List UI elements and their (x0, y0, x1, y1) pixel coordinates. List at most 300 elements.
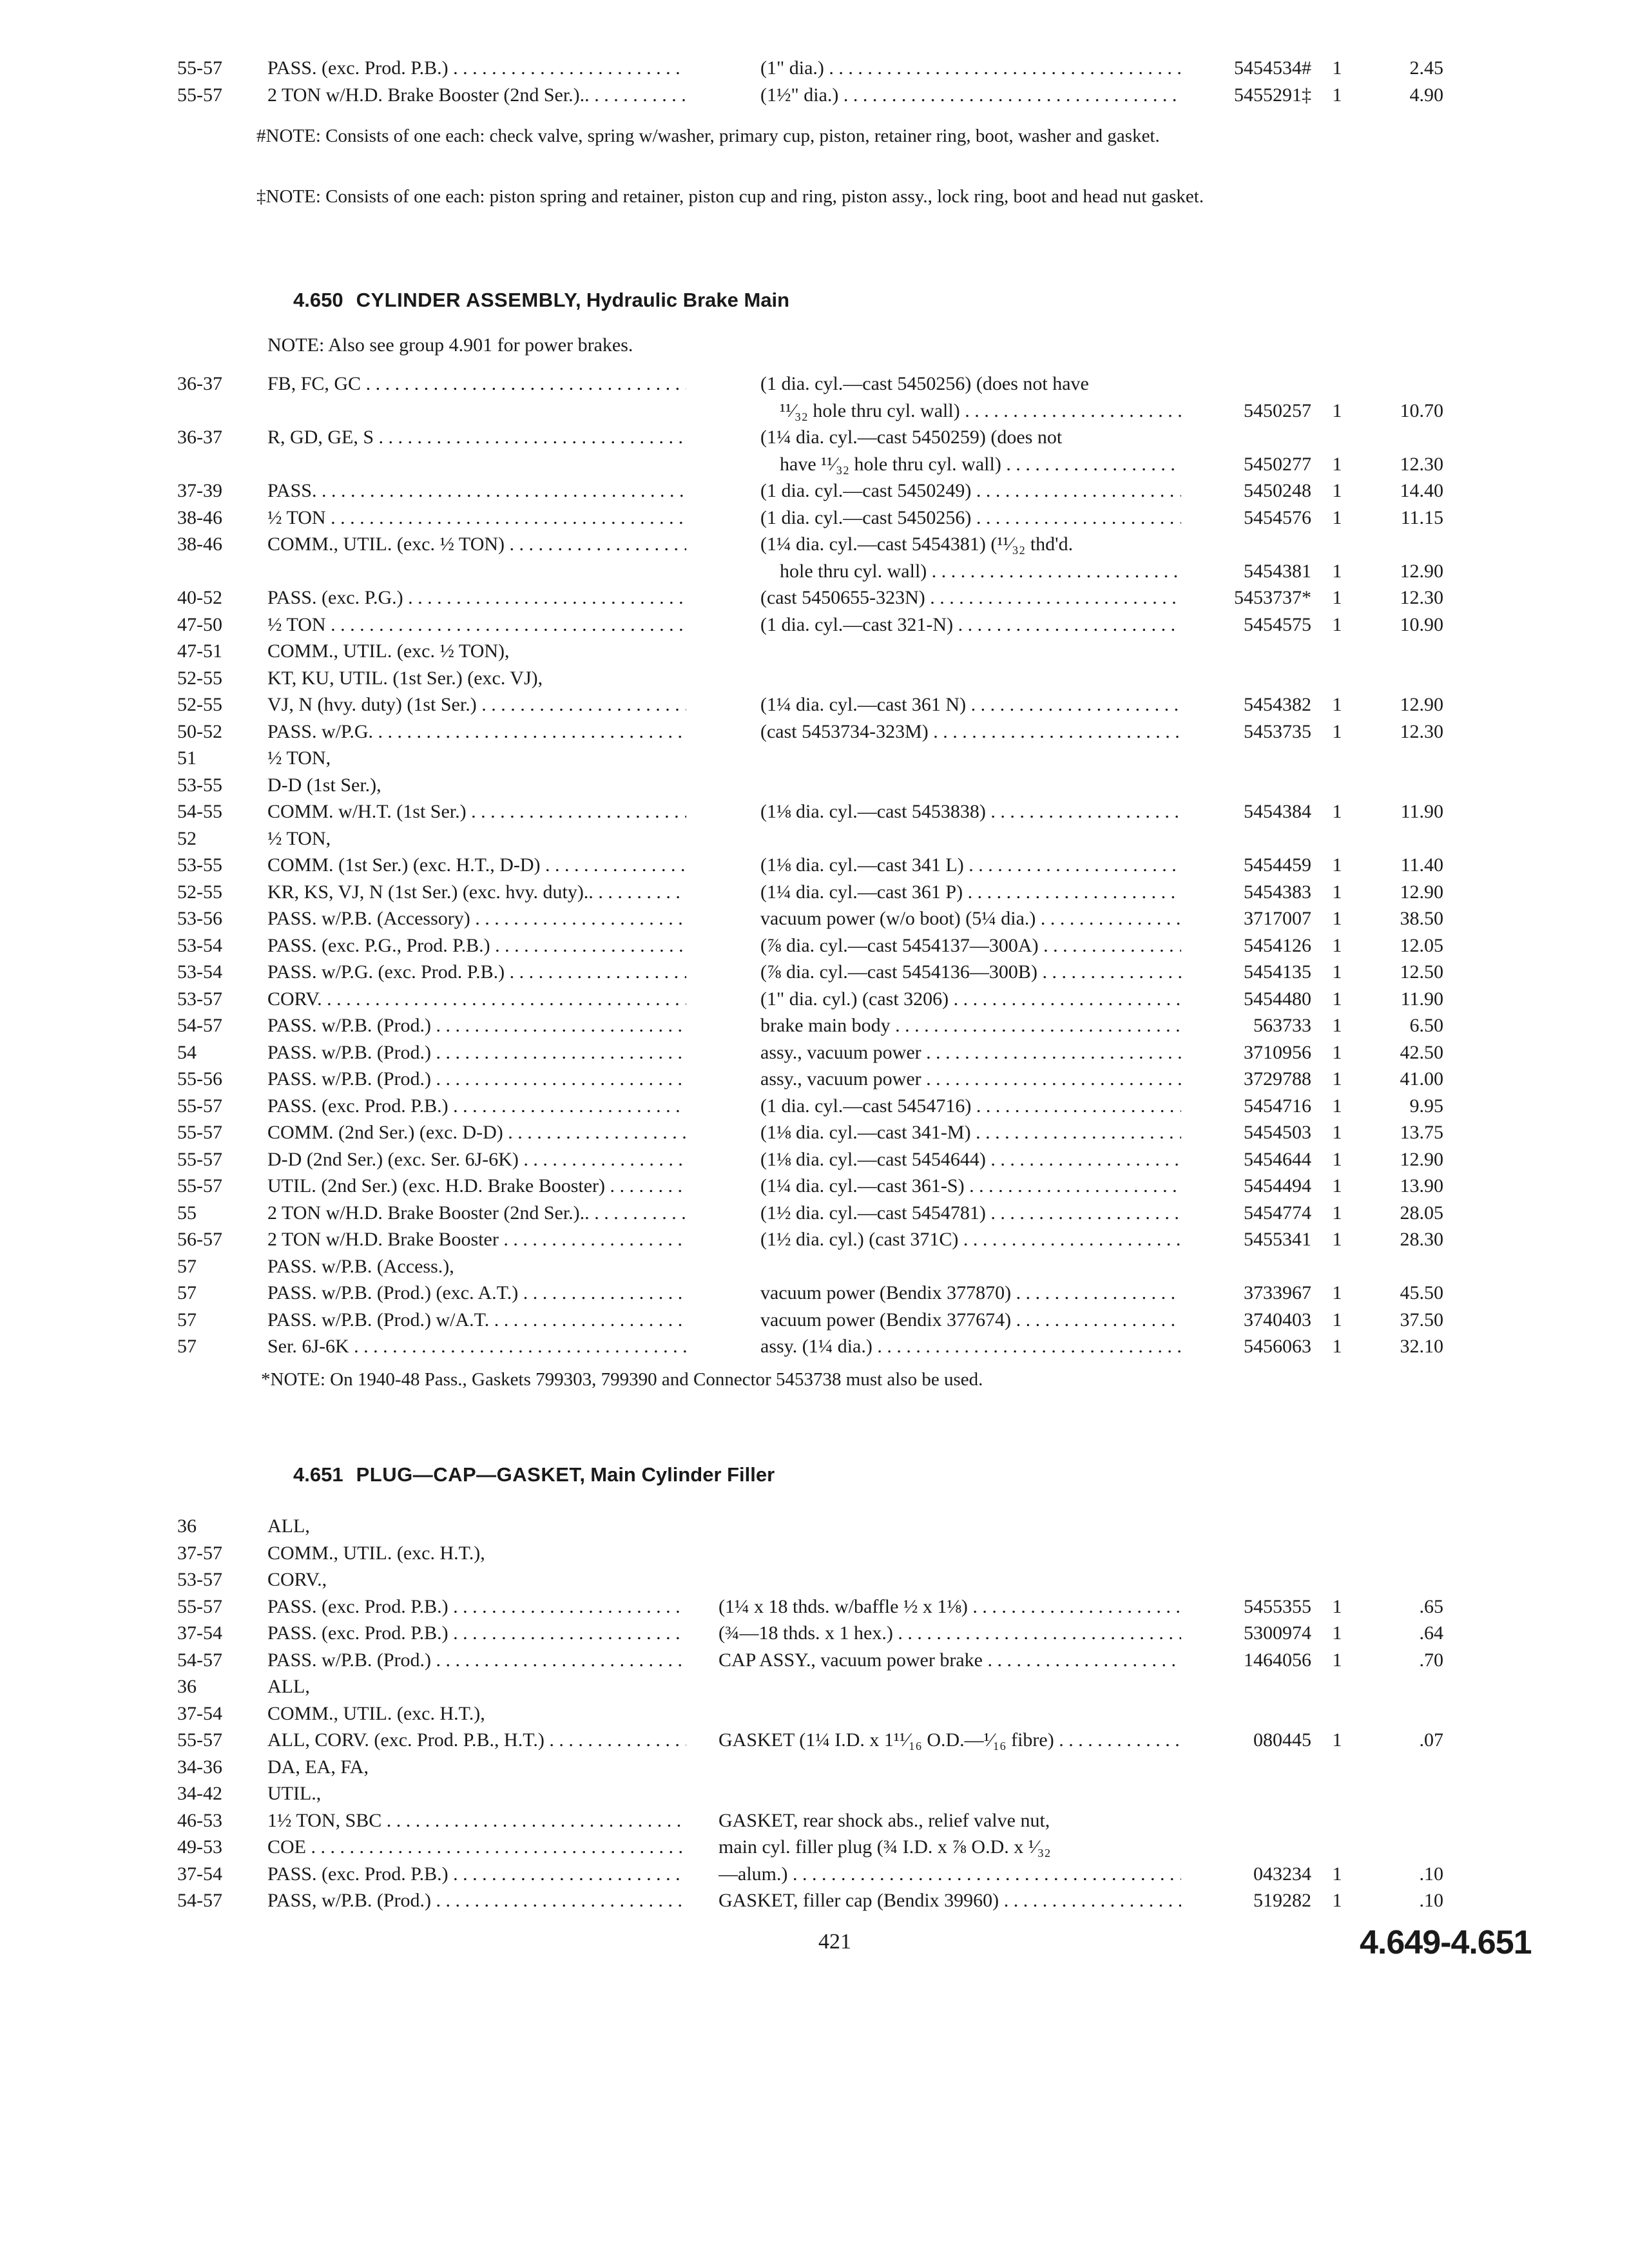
quantity: 1 (1332, 1336, 1342, 1357)
model-years: 46-53 (177, 1809, 222, 1831)
list-price: .65 (1419, 1595, 1443, 1617)
parts-row (0, 1566, 1629, 1593)
model-application: COMM., UTIL. (exc. ½ TON) . . . (267, 531, 686, 558)
part-number: 5450257 (1244, 399, 1311, 421)
model-application: FB, FC, GC . . . (267, 370, 686, 398)
quantity: 1 (1332, 1175, 1342, 1196)
section-heading (293, 287, 789, 314)
parts-row (0, 82, 1629, 109)
model-application: Ser. 6J-6K . . . (267, 1333, 686, 1360)
model-application: PASS. w/P.B. (Prod.) . . . (267, 1012, 686, 1039)
model-years: 53-57 (177, 988, 222, 1010)
parts-row (0, 1173, 1629, 1200)
model-years: 53-57 (177, 1569, 222, 1590)
section-range: 4.649-4.651 (1360, 1924, 1532, 1961)
part-number: 5454126 (1244, 934, 1311, 956)
part-description: assy., vacuum power . . . (760, 1039, 1181, 1066)
part-description: assy. (1¼ dia.) . . . (760, 1333, 1181, 1360)
model-years: 53-55 (177, 774, 222, 796)
model-application: PASS. w/P.G. (exc. Prod. P.B.) . . . (267, 959, 686, 986)
part-description: main cyl. filler plug (¾ I.D. x ⅞ O.D. x ¹⁄₃₂ (718, 1836, 1051, 1858)
parts-row (0, 745, 1629, 772)
part-description: (1¼ dia. cyl.—cast 361 P) . . . (760, 879, 1181, 906)
list-price: 10.70 (1400, 399, 1443, 421)
model-application: R, GD, GE, S . . . (267, 424, 686, 451)
model-application: PASS. w/P.B. (Prod.) (exc. A.T.) . . . (267, 1280, 686, 1307)
model-application: COMM., UTIL. (exc. ½ TON), (267, 640, 510, 662)
part-number: 043234 (1253, 1863, 1311, 1885)
quantity: 1 (1332, 908, 1342, 929)
model-application: VJ, N (hvy. duty) (1st Ser.) . . . (267, 691, 686, 718)
model-years: 55-57 (177, 1175, 222, 1196)
parts-row (0, 1226, 1629, 1253)
quantity: 1 (1332, 1729, 1342, 1751)
model-application: D-D (1st Ser.), (267, 774, 381, 796)
section-description: Hydraulic Brake Main (586, 289, 790, 311)
part-description: (⅞ dia. cyl.—cast 5454136—300B) . . . (760, 959, 1181, 986)
part-description: (1 dia. cyl.—cast 5454716) . . . (760, 1093, 1181, 1120)
section-description: Main Cylinder Filler (590, 1463, 775, 1486)
model-application: PASS. (exc. P.G., Prod. P.B.) . . . (267, 932, 686, 959)
quantity: 1 (1332, 1309, 1342, 1331)
parts-row (0, 1333, 1629, 1360)
quantity: 1 (1332, 694, 1342, 715)
section-heading (293, 1461, 775, 1488)
model-years: 53-56 (177, 908, 222, 929)
model-years: 52-55 (177, 667, 222, 689)
parts-row (0, 55, 1629, 82)
parts-row (0, 986, 1629, 1013)
part-number: 5454135 (1244, 961, 1311, 983)
quantity: 1 (1332, 57, 1342, 79)
model-years: 37-57 (177, 1542, 222, 1564)
list-price: 9.95 (1409, 1095, 1443, 1117)
part-number: 5300974 (1244, 1622, 1311, 1644)
list-price: .64 (1419, 1622, 1443, 1644)
list-price: 2.45 (1409, 57, 1443, 79)
list-price: 12.30 (1400, 453, 1443, 475)
model-application: PASS. w/P.B. (Access.), (267, 1255, 454, 1277)
list-price: 11.90 (1400, 801, 1443, 822)
page-number: 421 (818, 1930, 851, 1954)
parts-row (0, 1700, 1629, 1727)
quantity: 1 (1332, 1229, 1342, 1250)
section-number: 4.650 (293, 289, 343, 311)
model-application: ½ TON . . . (267, 505, 686, 532)
quantity: 1 (1332, 1595, 1342, 1617)
part-description: (1⅛ dia. cyl.—cast 5453838) . . . (760, 798, 1181, 825)
model-application: PASS. (exc. P.G.) . . . (267, 584, 686, 611)
parts-row (0, 1807, 1629, 1834)
part-number: 3717007 (1244, 908, 1311, 929)
part-number: 5454382 (1244, 694, 1311, 715)
part-number: 5450277 (1244, 453, 1311, 475)
model-application: 2 TON w/H.D. Brake Booster (2nd Ser.).. . . . (267, 1200, 686, 1227)
model-application: D-D (2nd Ser.) (exc. Ser. 6J-6K) . . . (267, 1146, 686, 1173)
quantity: 1 (1332, 934, 1342, 956)
parts-row (0, 1887, 1629, 1914)
model-application: ALL, CORV. (exc. Prod. P.B., H.T.) . . . (267, 1727, 686, 1754)
part-number: 5454480 (1244, 988, 1311, 1010)
part-number: 3733967 (1244, 1282, 1311, 1303)
quantity: 1 (1332, 854, 1342, 876)
section-number: 4.651 (293, 1463, 343, 1486)
list-price: 12.30 (1400, 720, 1443, 742)
parts-row (0, 772, 1629, 799)
quantity: 1 (1332, 1095, 1342, 1117)
part-description: (¾—18 thds. x 1 hex.) . . . (718, 1620, 1181, 1647)
parts-row (0, 611, 1629, 639)
model-application: ½ TON, (267, 827, 331, 849)
quantity: 1 (1332, 801, 1342, 822)
list-price: 28.05 (1400, 1202, 1443, 1224)
list-price: 38.50 (1400, 908, 1443, 929)
list-price: .70 (1419, 1649, 1443, 1671)
part-number: 5454494 (1244, 1175, 1311, 1196)
model-years: 55-56 (177, 1068, 222, 1090)
parts-row (0, 1012, 1629, 1039)
model-application: ½ TON, (267, 747, 331, 769)
model-years: 55 (177, 1202, 197, 1224)
part-number: 5454644 (1244, 1148, 1311, 1170)
quantity: 1 (1332, 399, 1342, 421)
parts-row (0, 1754, 1629, 1781)
section-note: NOTE: Also see group 4.901 for power brakes. (267, 334, 633, 356)
part-description: (1¼ dia. cyl.—cast 5450259) (does not (760, 427, 1063, 448)
list-price: .10 (1419, 1890, 1443, 1911)
model-years: 47-51 (177, 640, 222, 662)
model-years: 53-54 (177, 961, 222, 983)
part-number: 5454381 (1244, 560, 1311, 582)
part-description: (1 dia. cyl.—cast 5450256) . . . (760, 505, 1181, 532)
list-price: 28.30 (1400, 1229, 1443, 1250)
model-application: UTIL., (267, 1783, 322, 1804)
model-application: PASS. (exc. Prod. P.B.) . . . (267, 1593, 686, 1620)
part-description: (1½ dia. cyl.—cast 5454781) . . . (760, 1200, 1181, 1227)
model-years: 52 (177, 827, 197, 849)
model-application: 1½ TON, SBC . . . (267, 1807, 686, 1834)
quantity: 1 (1332, 1890, 1342, 1911)
part-number: 5453737* (1234, 587, 1311, 608)
note-text: #NOTE: Consists of one each: check valve, spring w/washer, primary cup, piston, retainer ring, boot, washer and gasket. (256, 126, 1160, 146)
parts-row (0, 638, 1629, 665)
part-description: (cast 5453734-323M) . . . (760, 718, 1181, 745)
model-application: ALL, (267, 1515, 310, 1537)
part-number: 1464056 (1244, 1649, 1311, 1671)
model-years: 52-55 (177, 694, 222, 715)
parts-row (0, 1780, 1629, 1807)
part-description: (1⅛ dia. cyl.—cast 5454644) . . . (760, 1146, 1181, 1173)
parts-row (0, 1861, 1629, 1888)
model-years: 53-55 (177, 854, 222, 876)
model-years: 36-37 (177, 427, 222, 448)
model-years: 38-46 (177, 506, 222, 528)
model-application: PASS. (exc. Prod. P.B.) . . . (267, 1093, 686, 1120)
part-description: (1½" dia.) . . . (760, 82, 1181, 109)
part-number: 5456063 (1244, 1336, 1311, 1357)
quantity: 1 (1332, 1068, 1342, 1090)
quantity: 1 (1332, 1649, 1342, 1671)
part-description: vacuum power (Bendix 377674) . . . (760, 1307, 1181, 1334)
part-number: 5454384 (1244, 801, 1311, 822)
quantity: 1 (1332, 1015, 1342, 1036)
parts-row (0, 531, 1629, 584)
part-description: (1½ dia. cyl.) (cast 371C) . . . (760, 1226, 1181, 1253)
quantity: 1 (1332, 961, 1342, 983)
quantity: 1 (1332, 1041, 1342, 1063)
list-price: .07 (1419, 1729, 1443, 1751)
model-years: 36 (177, 1676, 197, 1697)
part-description: (1¼ dia. cyl.—cast 361-S) . . . (760, 1173, 1181, 1200)
quantity: 1 (1332, 560, 1342, 582)
quantity: 1 (1332, 720, 1342, 742)
part-number: 5450248 (1244, 480, 1311, 501)
footnote: *NOTE: On 1940-48 Pass., Gaskets 799303, 799390 and Connector 5453738 must also be used. (261, 1369, 983, 1390)
model-years: 57 (177, 1282, 197, 1303)
model-years: 56-57 (177, 1229, 222, 1250)
model-application: PASS. w/P.G. . . . (267, 718, 686, 745)
list-price: 14.40 (1400, 480, 1443, 501)
part-description: (1¼ dia. cyl.—cast 5454381) (¹¹⁄₃₂ thd'd. (760, 533, 1074, 555)
parts-row (0, 1727, 1629, 1754)
part-description: ¹¹⁄₃₂ hole thru cyl. wall) . . . (780, 398, 1181, 425)
parts-row (0, 1146, 1629, 1173)
quantity: 1 (1332, 506, 1342, 528)
model-application: COMM. (1st Ser.) (exc. H.T., D-D) . . . (267, 852, 686, 879)
parts-row (0, 1280, 1629, 1307)
model-years: 57 (177, 1255, 197, 1277)
model-application: PASS. w/P.B. (Accessory) . . . (267, 905, 686, 932)
list-price: 6.50 (1409, 1015, 1443, 1036)
parts-row (0, 932, 1629, 959)
parts-row (0, 1593, 1629, 1620)
parts-row (0, 879, 1629, 906)
model-years: 36-37 (177, 373, 222, 394)
parts-row (0, 1039, 1629, 1066)
list-price: 12.05 (1400, 934, 1443, 956)
model-years: 54 (177, 1041, 197, 1063)
model-years: 55-57 (177, 1729, 222, 1751)
part-description: GASKET, rear shock abs., relief valve nut, (718, 1809, 1050, 1831)
list-price: 12.30 (1400, 587, 1443, 608)
model-years: 54-57 (177, 1649, 222, 1671)
parts-row (0, 1673, 1629, 1700)
list-price: 11.15 (1400, 506, 1443, 528)
model-application: CORV. . . . (267, 986, 686, 1013)
quantity: 1 (1332, 1622, 1342, 1644)
model-application: 2 TON w/H.D. Brake Booster . . . (267, 1226, 686, 1253)
part-description: (cast 5450655-323N) . . . (760, 584, 1181, 611)
model-years: 36 (177, 1515, 197, 1537)
quantity: 1 (1332, 613, 1342, 635)
parts-row (0, 1200, 1629, 1227)
parts-row (0, 1307, 1629, 1334)
part-description: vacuum power (w/o boot) (5¼ dia.) . . . (760, 905, 1181, 932)
part-description: (1 dia. cyl.—cast 5450249) . . . (760, 477, 1181, 505)
model-application: PASS, w/P.B. (Prod.) . . . (267, 1887, 686, 1914)
model-years: 54-55 (177, 801, 222, 822)
part-number: 3729788 (1244, 1068, 1311, 1090)
list-price: 37.50 (1400, 1309, 1443, 1331)
model-application: COMM., UTIL. (exc. H.T.), (267, 1542, 485, 1564)
quantity: 1 (1332, 84, 1342, 106)
note-text: ‡NOTE: Consists of one each: piston spring and retainer, piston cup and ring, piston assy., lock ring, boot and head nut gasket. (256, 186, 1204, 207)
parts-row (0, 584, 1629, 611)
model-years: 37-54 (177, 1702, 222, 1724)
list-price: 4.90 (1409, 84, 1443, 106)
model-application: CORV., (267, 1569, 327, 1590)
model-application: COMM. w/H.T. (1st Ser.) . . . (267, 798, 686, 825)
parts-row (0, 1253, 1629, 1280)
model-application: COMM. (2nd Ser.) (exc. D-D) . . . (267, 1119, 686, 1146)
model-years: 54-57 (177, 1890, 222, 1911)
parts-row (0, 718, 1629, 745)
model-years: 49-53 (177, 1836, 222, 1858)
list-price: 13.75 (1400, 1122, 1443, 1143)
part-description: hole thru cyl. wall) . . . (780, 558, 1181, 585)
model-application: COE . . . (267, 1834, 686, 1861)
model-application: PASS. w/P.B. (Prod.) . . . (267, 1066, 686, 1093)
list-price: 32.10 (1400, 1336, 1443, 1357)
model-application: PASS. w/P.B. (Prod.) . . . (267, 1647, 686, 1674)
parts-row (0, 1540, 1629, 1567)
quantity: 1 (1332, 1148, 1342, 1170)
model-years: 51 (177, 747, 197, 769)
parts-row (0, 825, 1629, 852)
part-description: (1¼ x 18 thds. w/baffle ½ x 1⅛) . . . (718, 1593, 1181, 1620)
quantity: 1 (1332, 453, 1342, 475)
model-years: 57 (177, 1309, 197, 1331)
part-description: (1" dia.) . . . (760, 55, 1181, 82)
model-application: ALL, (267, 1676, 310, 1697)
model-years: 55-57 (177, 1595, 222, 1617)
model-application: PASS. (exc. Prod. P.B.) . . . (267, 55, 686, 82)
quantity: 1 (1332, 1282, 1342, 1303)
list-price: 45.50 (1400, 1282, 1443, 1303)
list-price: 13.90 (1400, 1175, 1443, 1196)
parts-row (0, 477, 1629, 505)
model-years: 55-57 (177, 84, 222, 106)
model-application: COMM., UTIL. (exc. H.T.), (267, 1702, 485, 1724)
model-years: 38-46 (177, 533, 222, 555)
model-years: 52-55 (177, 881, 222, 903)
parts-row (0, 1513, 1629, 1540)
quantity: 1 (1332, 881, 1342, 903)
model-application: DA, EA, FA, (267, 1756, 369, 1778)
model-application: 2 TON w/H.D. Brake Booster (2nd Ser.).. . . . (267, 82, 686, 109)
part-description: (1 dia. cyl.—cast 321-N) . . . (760, 611, 1181, 639)
model-years: 50-52 (177, 720, 222, 742)
parts-row (0, 505, 1629, 532)
parts-row (0, 665, 1629, 692)
parts-row (0, 370, 1629, 424)
part-number: 5454575 (1244, 613, 1311, 635)
parts-row (0, 1066, 1629, 1093)
list-price: 12.90 (1400, 1148, 1443, 1170)
part-number: 5454534# (1234, 57, 1311, 79)
part-description: —alum.) . . . (718, 1861, 1181, 1888)
parts-row (0, 1093, 1629, 1120)
parts-row (0, 959, 1629, 986)
quantity: 1 (1332, 1863, 1342, 1885)
part-number: 519282 (1253, 1890, 1311, 1911)
part-number: 5454716 (1244, 1095, 1311, 1117)
part-description: vacuum power (Bendix 377870) . . . (760, 1280, 1181, 1307)
model-application: ½ TON . . . (267, 611, 686, 639)
model-years: 47-50 (177, 613, 222, 635)
list-price: 11.90 (1400, 988, 1443, 1010)
model-years: 34-36 (177, 1756, 222, 1778)
list-price: 12.90 (1400, 694, 1443, 715)
parts-row (0, 1647, 1629, 1674)
model-application: PASS. (exc. Prod. P.B.) . . . (267, 1620, 686, 1647)
list-price: 12.90 (1400, 560, 1443, 582)
model-years: 37-39 (177, 480, 222, 501)
model-application: KR, KS, VJ, N (1st Ser.) (exc. hvy. duty).. . . . (267, 879, 686, 906)
list-price: 12.90 (1400, 881, 1443, 903)
model-years: 37-54 (177, 1863, 222, 1885)
model-application: PASS. . . . (267, 477, 686, 505)
list-price: 41.00 (1400, 1068, 1443, 1090)
part-description: (⅞ dia. cyl.—cast 5454137—300A) . . . (760, 932, 1181, 959)
part-number: 5454383 (1244, 881, 1311, 903)
parts-row (0, 424, 1629, 477)
part-description: (1⅛ dia. cyl.—cast 341 L) . . . (760, 852, 1181, 879)
model-years: 57 (177, 1336, 197, 1357)
model-application: KT, KU, UTIL. (1st Ser.) (exc. VJ), (267, 667, 543, 689)
list-price: 42.50 (1400, 1041, 1443, 1063)
part-number: 5455341 (1244, 1229, 1311, 1250)
quantity: 1 (1332, 587, 1342, 608)
part-description: have ¹¹⁄₃₂ hole thru cyl. wall) . . . (780, 451, 1181, 478)
part-description: assy., vacuum power . . . (760, 1066, 1181, 1093)
list-price: 12.50 (1400, 961, 1443, 983)
quantity: 1 (1332, 1122, 1342, 1143)
quantity: 1 (1332, 988, 1342, 1010)
model-years: 54-57 (177, 1015, 222, 1036)
part-number: 5455291‡ (1234, 84, 1311, 106)
model-years: 37-54 (177, 1622, 222, 1644)
part-description: GASKET, filler cap (Bendix 39960) . . . (718, 1887, 1181, 1914)
list-price: 10.90 (1400, 613, 1443, 635)
list-price: 11.40 (1400, 854, 1443, 876)
section-name: PLUG—CAP—GASKET, (356, 1463, 586, 1486)
model-application: PASS. (exc. Prod. P.B.) . . . (267, 1861, 686, 1888)
model-years: 53-54 (177, 934, 222, 956)
model-years: 34-42 (177, 1783, 222, 1804)
part-number: 3740403 (1244, 1309, 1311, 1331)
model-years: 55-57 (177, 1148, 222, 1170)
part-number: 5455355 (1244, 1595, 1311, 1617)
part-number: 080445 (1253, 1729, 1311, 1751)
list-price: .10 (1419, 1863, 1443, 1885)
parts-row (0, 1834, 1629, 1861)
parts-row (0, 1620, 1629, 1647)
model-years: 55-57 (177, 1122, 222, 1143)
model-years: 40-52 (177, 587, 222, 608)
part-description: (1⅛ dia. cyl.—cast 341-M) . . . (760, 1119, 1181, 1146)
model-application: PASS. w/P.B. (Prod.) . . . (267, 1039, 686, 1066)
parts-row (0, 1119, 1629, 1146)
part-number: 563733 (1253, 1015, 1311, 1036)
parts-row (0, 691, 1629, 718)
parts-row (0, 905, 1629, 932)
quantity: 1 (1332, 480, 1342, 501)
model-application: UTIL. (2nd Ser.) (exc. H.D. Brake Booster) . . . (267, 1173, 686, 1200)
model-years: 55-57 (177, 1095, 222, 1117)
part-description: (1" dia. cyl.) (cast 3206) . . . (760, 986, 1181, 1013)
part-number: 5454576 (1244, 506, 1311, 528)
